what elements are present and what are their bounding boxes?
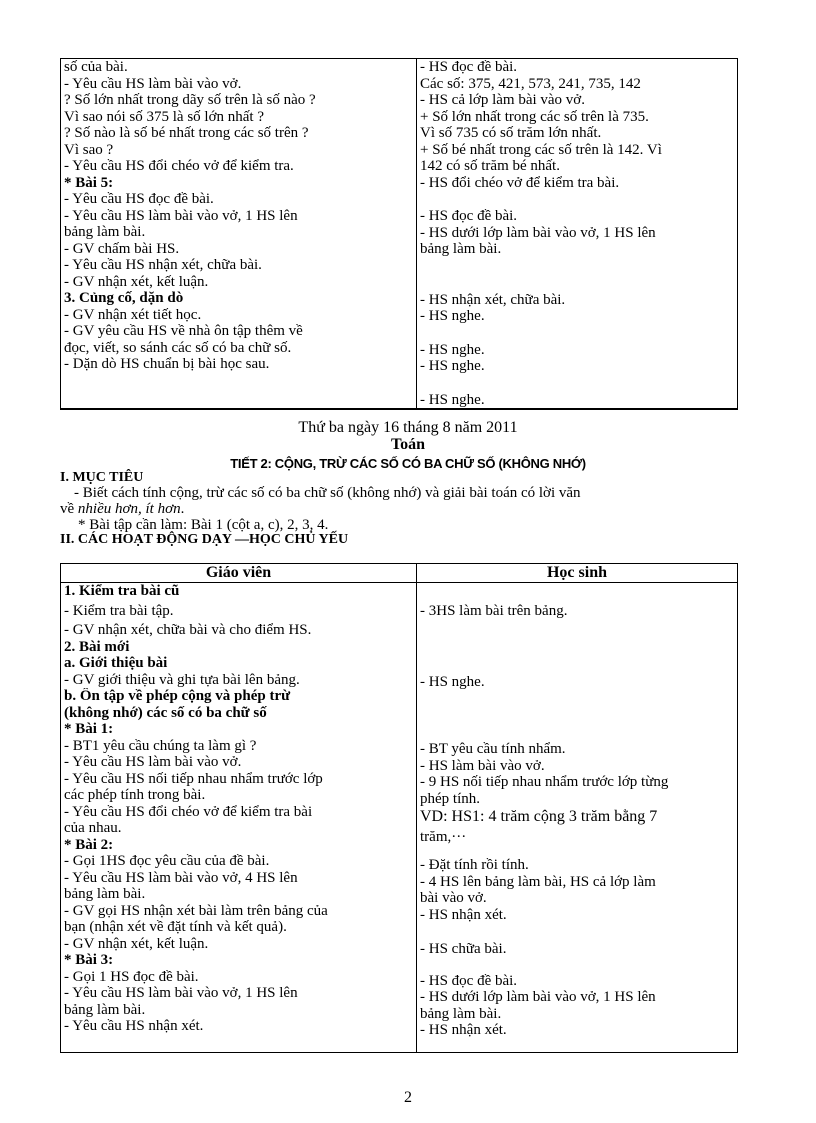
text-line: bảng làm bài. [420, 1005, 502, 1022]
blank-line [420, 375, 734, 392]
text-line: - HS nghe. [420, 673, 485, 690]
blank-line [420, 258, 734, 275]
text-line: 142 có số trăm bé nhất. [420, 158, 560, 174]
text-line: - Dặn dò HS chuẩn bị bài học sau. [64, 356, 270, 372]
exercise-heading: * Bài 5: [64, 174, 114, 191]
text-line: - Gọi 1HS đọc yêu cầu của đề bài. [64, 853, 270, 869]
exercise-heading: * Bài 2: [64, 836, 114, 853]
text-line: - 3HS làm bài trên bảng. [420, 603, 568, 619]
text-line: - Gọi 1 HS đọc đề bài. [64, 968, 199, 985]
text-line: các phép tính trong bài. [64, 787, 206, 803]
activities-table [60, 563, 738, 1053]
text-line: ? Số lớn nhất trong dãy số trên là số nào ? [64, 92, 316, 108]
exercise-heading: * Bài 1: [64, 721, 114, 737]
text-line: - 9 HS nối tiếp nhau nhẩm trước lớp từng [420, 774, 669, 790]
text-line: - HS đọc đề bài. [420, 59, 518, 75]
text-line: - HS đọc đề bài. [420, 208, 518, 224]
text-line: - GV nhận xét, kết luận. [64, 935, 209, 952]
text-line: - GV gọi HS nhận xét bài làm trên bảng của [64, 902, 328, 919]
subject-title: Toán [390, 436, 426, 453]
text-line: - Yêu cầu HS làm bài vào vở, 1 HS lên [64, 207, 298, 224]
blank-line [420, 275, 734, 292]
text-line: - GV nhận xét, chữa bài và cho điểm HS. [64, 622, 312, 638]
text-line: - Đặt tính rồi tính. [420, 857, 529, 873]
activities-heading: II. CÁC HOẠT ĐỘNG DẠY —HỌC CHỦ YẾU [60, 532, 349, 547]
text-line: - HS nhận xét. [420, 906, 507, 923]
text-line: bảng làm bài. [64, 1001, 146, 1018]
blank-line [420, 583, 734, 600]
student-column [417, 583, 738, 1053]
text-line: đọc, viết, so sánh các số có ba chữ số. [64, 339, 292, 356]
subsection-heading: b. Ôn tập về phép cộng và phép trừ [64, 688, 291, 704]
page-number: 2 [404, 1089, 412, 1106]
blank-line [420, 620, 734, 674]
text-line: - HS dưới lớp làm bài vào vở, 1 HS lên [420, 989, 656, 1005]
text-line: - BT1 yêu cầu chúng ta làm gì ? [64, 737, 257, 754]
text-line: - Yêu cầu HS nối tiếp nhau nhẩm trước lớp [64, 770, 323, 787]
text-line: - HS nghe. [420, 308, 485, 324]
section-heading: 2. Bài mới [64, 638, 130, 655]
text-line: - HS đổi chéo vở để kiểm tra bài. [420, 174, 620, 191]
lesson-title: TIẾT 2: CỘNG, TRỪ CÁC SỐ CÓ BA CHỮ SỐ (KHÔNG NHỚ) [230, 456, 586, 471]
text-line: - GV nhận xét, kết luận. [64, 273, 209, 290]
student-column-cont [417, 59, 738, 409]
text-line: trăm,··· [420, 829, 467, 845]
text-fragment: về [60, 501, 78, 517]
blank-line [420, 325, 734, 342]
text-line: - HS nhận xét, chữa bài. [420, 291, 566, 308]
text-line: phép tính. [420, 790, 480, 807]
text-line: bảng làm bài. [64, 224, 146, 240]
text-line: Vì sao ? [64, 141, 114, 158]
text-line: - HS dưới lớp làm bài vào vở, 1 HS lên [420, 224, 656, 241]
text-line: - BT yêu cầu tính nhẩm. [420, 741, 566, 757]
objectives-heading: I. MỤC TIÊU [60, 470, 144, 485]
text-line: - HS làm bài vào vở. [420, 757, 545, 774]
student-column-header: Học sinh [417, 564, 738, 583]
text-line: - Yêu cầu HS làm bài vào vở, 1 HS lên [64, 985, 298, 1001]
text-line: bảng làm bài. [420, 241, 502, 257]
teacher-column-cont [61, 59, 417, 409]
text-line: - Yêu cầu HS nhận xét. [64, 1018, 204, 1034]
teacher-column [61, 583, 417, 1053]
text-line: VD: HS1: 4 trăm cộng 3 trăm bằng 7 [420, 808, 658, 825]
text-line: - HS nghe. [420, 358, 485, 374]
text-line: - HS cả lớp làm bài vào vở. [420, 92, 585, 108]
text-line: Các số: 375, 421, 573, 241, 735, 142 [420, 75, 641, 92]
objective-line-2 [60, 501, 184, 518]
section-heading: 3. Củng cố, dặn dò [64, 290, 184, 306]
text-line: - Yêu cầu HS đổi chéo vở để kiểm tra. [64, 158, 294, 174]
text-line: - Yêu cầu HS làm bài vào vở, 4 HS lên [64, 869, 298, 886]
text-line: - Yêu cầu HS đổi chéo vở để kiểm tra bài [64, 803, 313, 820]
text-line: - Yêu cầu HS đọc đề bài. [64, 191, 214, 207]
separator-line [60, 409, 738, 410]
blank-line [420, 690, 734, 741]
text-fragment: . [180, 501, 185, 517]
exercise-list: * Bài tập cần làm: Bài 1 (cột a, c), 2, 3, 4. [78, 517, 329, 533]
text-line: Vì sao nói số 375 là số lớn nhất ? [64, 108, 264, 125]
text-line: - Kiểm tra bài tập. [64, 602, 174, 619]
text-line: - HS nghe. [420, 391, 485, 408]
text-line: bạn (nhận xét về đặt tính và kết quả). [64, 919, 287, 935]
text-line: - HS đọc đề bài. [420, 972, 518, 989]
text-line: - GV chấm bài HS. [64, 240, 180, 257]
teacher-column-header: Giáo viên [61, 564, 417, 583]
emphasis-text: nhiều hơn, ít hơn [77, 501, 181, 517]
text-line: - GV giới thiệu và ghi tựa bài lên bảng. [64, 671, 300, 688]
text-line: - 4 HS lên bảng làm bài, HS cả lớp làm [420, 873, 656, 890]
section-heading: 1. Kiểm tra bài cũ [64, 583, 180, 599]
text-line: bài vào vở. [420, 890, 487, 906]
text-line: Vì số 735 có số trăm lớn nhất. [420, 125, 602, 141]
continuation-table [60, 58, 738, 409]
exercise-heading: * Bài 3: [64, 952, 114, 968]
text-line: - Yêu cầu HS làm bài vào vở. [64, 754, 242, 770]
text-line: bảng làm bài. [64, 886, 146, 902]
text-line: của nhau. [64, 820, 122, 836]
text-line: - GV yêu cầu HS về nhà ôn tập thêm về [64, 323, 303, 339]
text-line: + Số bé nhất trong các số trên là 142. Vì [420, 141, 662, 158]
text-line: - Yêu cầu HS làm bài vào vở. [64, 75, 242, 92]
lesson-date: Thứ ba ngày 16 tháng 8 năm 2011 [298, 419, 518, 436]
text-line: - HS nhận xét. [420, 1022, 507, 1038]
subsection-heading: (không nhớ) các số có ba chữ số [64, 704, 267, 721]
text-line: - GV nhận xét tiết học. [64, 306, 202, 323]
text-line: số của bài. [64, 59, 128, 75]
objective-line-1: - Biết cách tính cộng, trừ các số có ba chữ số (không nhớ) và giải bài toán có lời văn [74, 485, 581, 501]
text-line: ? Số nào là số bé nhất trong các số trên ? [64, 125, 309, 141]
text-line: - HS chữa bài. [420, 941, 507, 957]
subsection-heading: a. Giới thiệu bài [64, 655, 168, 671]
text-line: - HS nghe. [420, 341, 485, 358]
blank-line [420, 191, 734, 208]
text-line: - Yêu cầu HS nhận xét, chữa bài. [64, 257, 262, 273]
text-line: + Số lớn nhất trong các số trên là 735. [420, 108, 649, 125]
